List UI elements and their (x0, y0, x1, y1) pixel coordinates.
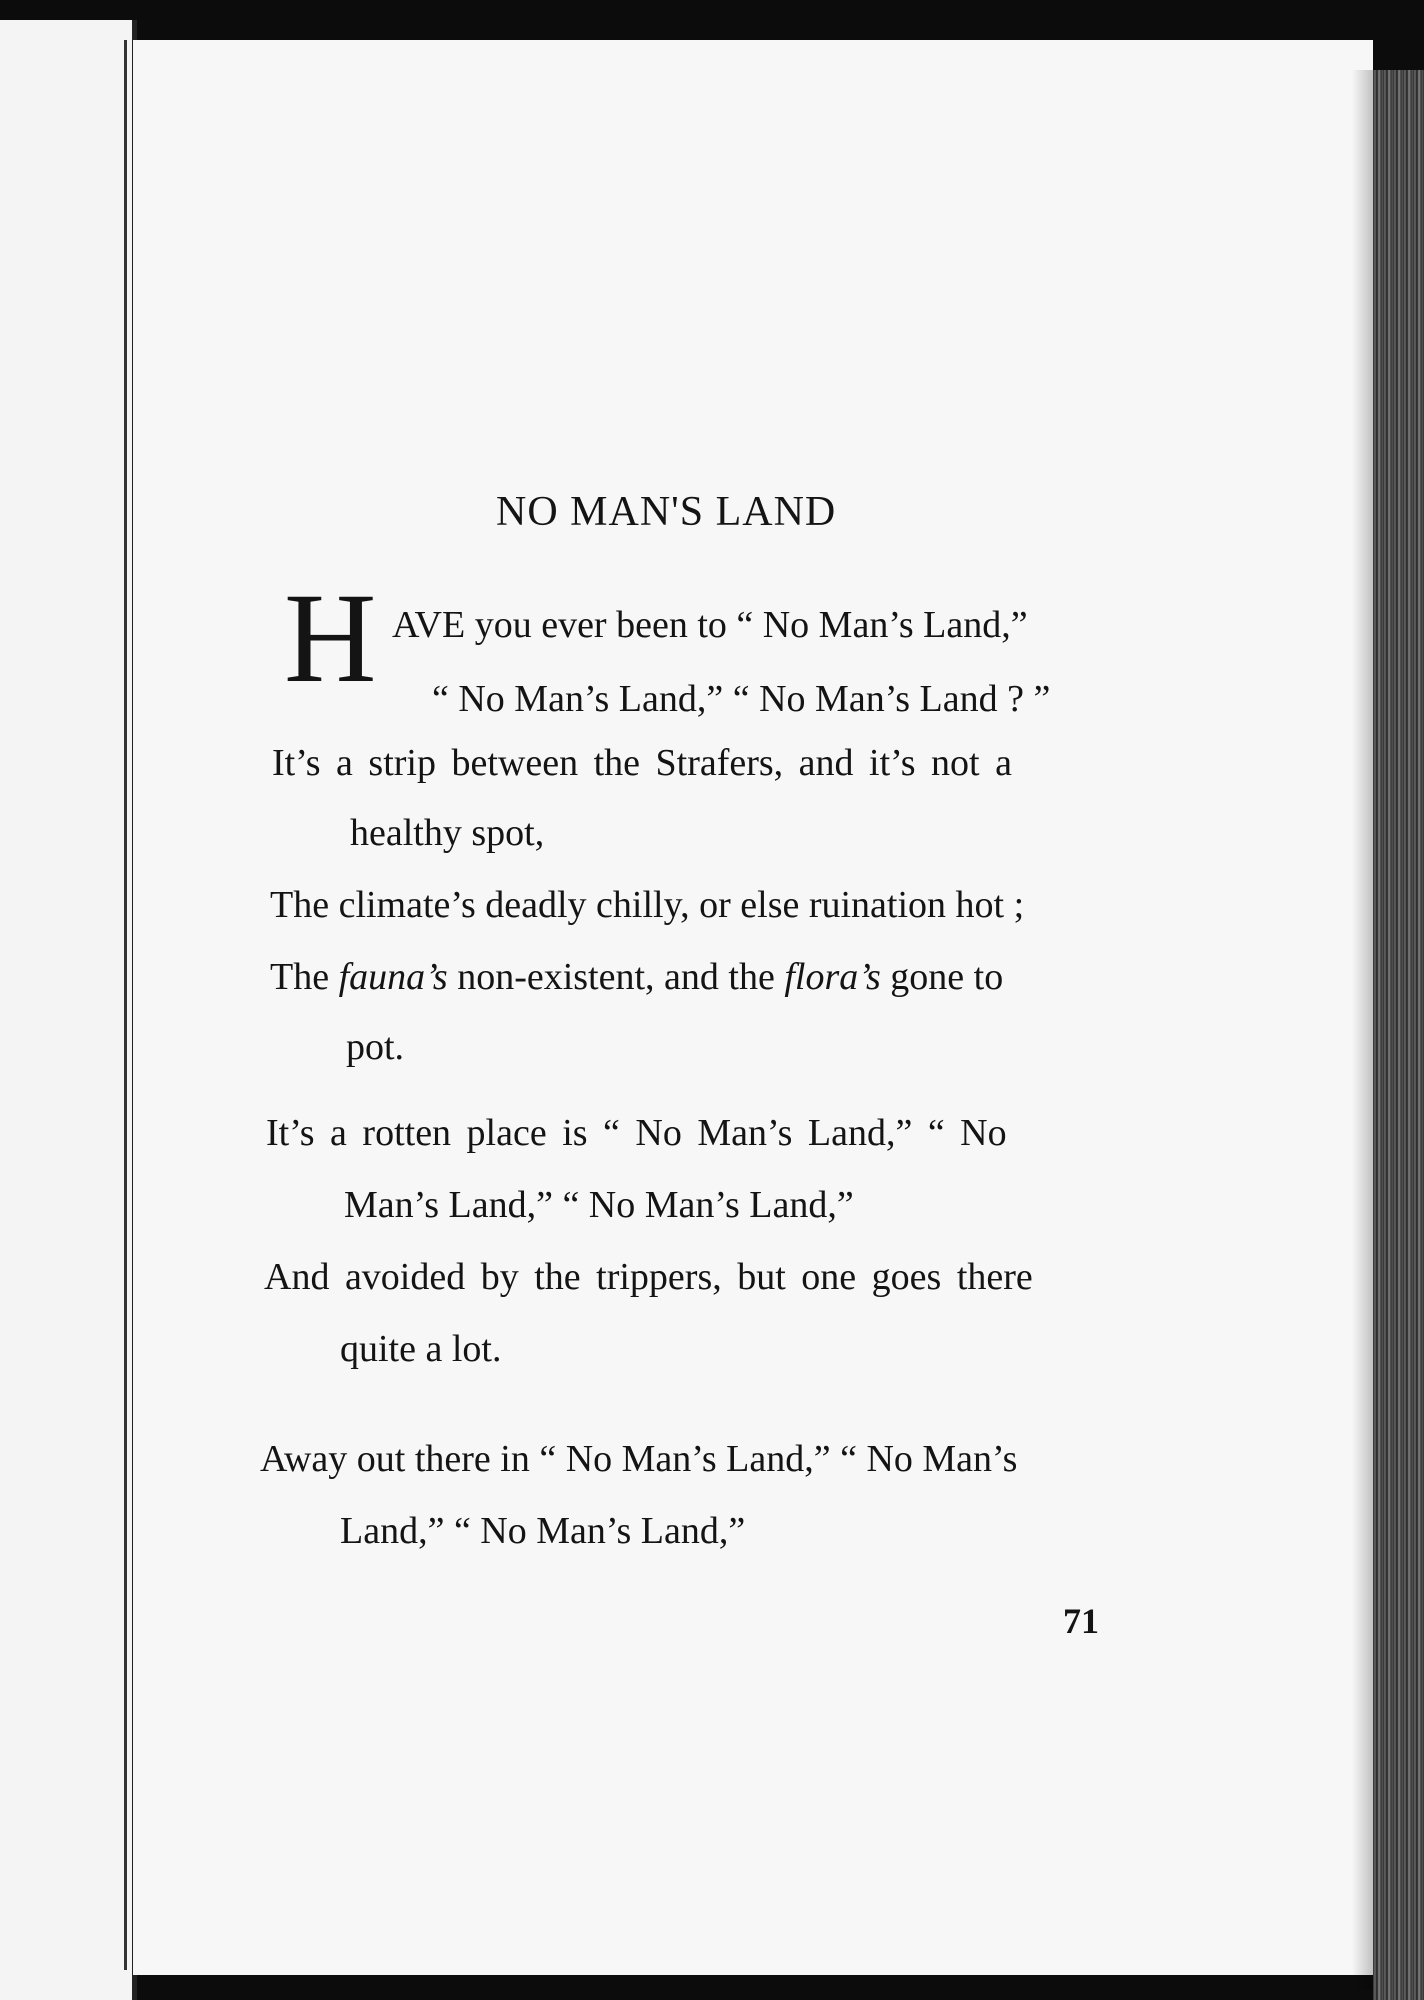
line-6-part-3: non-existent, and the (447, 956, 785, 998)
flora-italic: flora’s (784, 956, 881, 998)
poem-line-3: It’s a strip between the Strafers, and it’s not a (272, 742, 1012, 784)
poem-line-11: quite a lot. (340, 1328, 502, 1370)
poem-line-12: Away out there in “ No Man’s Land,” “ No Man’s (260, 1438, 1018, 1480)
poem-line-13: Land,” “ No Man’s Land,” (340, 1510, 746, 1552)
drop-cap: H (284, 567, 377, 709)
poem-line-10: And avoided by the trippers, but one goes there (264, 1256, 1033, 1298)
book-page (133, 40, 1373, 1975)
poem-line-5: The climate’s deadly chilly, or else ruination hot ; (270, 884, 1025, 926)
poem-line-7: pot. (346, 1026, 405, 1068)
poem-line-8: It’s a rotten place is “ No Man’s Land,” “ No (266, 1112, 1007, 1154)
page-number: 71 (1063, 1601, 1099, 1641)
page-block-edge (1373, 70, 1424, 2000)
fauna-italic: fauna’s (338, 956, 448, 998)
poem-line-4: healthy spot, (350, 812, 545, 854)
poem-title: NO MAN'S LAND (496, 489, 837, 535)
poem-line-6 (270, 958, 1003, 996)
book-gutter (124, 40, 127, 1970)
poem-line-9: Man’s Land,” “ No Man’s Land,” (344, 1184, 854, 1226)
poem-line-2: “ No Man’s Land,” “ No Man’s Land ? ” (432, 678, 1051, 720)
poem-line-1: AVE you ever been to “ No Man’s Land,” (392, 604, 1028, 646)
line-6-part-5: gone to (880, 956, 1004, 998)
previous-page-edge (0, 20, 137, 2000)
line-6-part-1: The (270, 956, 339, 998)
